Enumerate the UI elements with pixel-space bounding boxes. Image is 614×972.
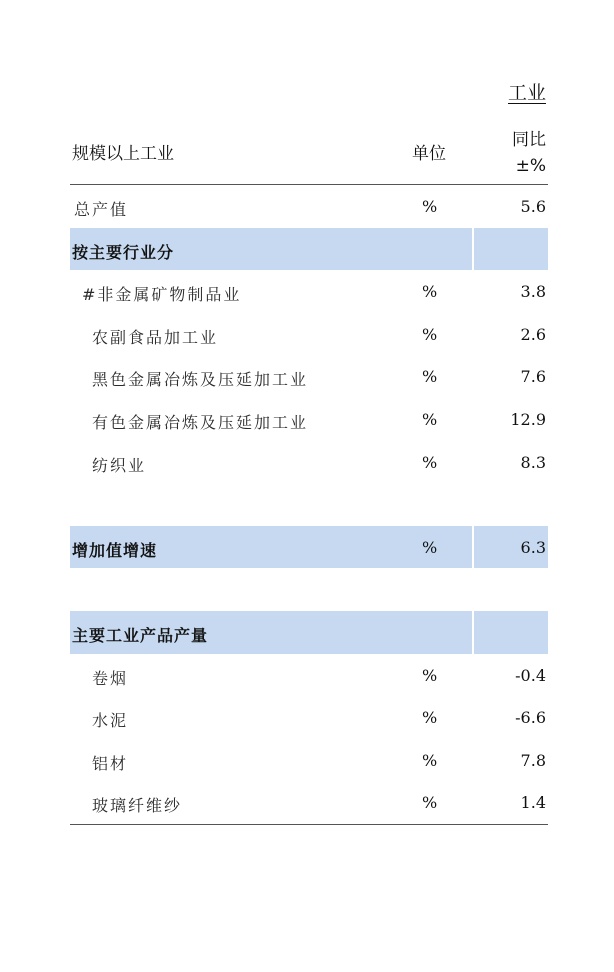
row-name: 纺织业 <box>92 455 147 475</box>
table-row <box>70 739 548 782</box>
row-name: 农副食品加工业 <box>92 327 219 347</box>
row-name: 玻璃纤维纱 <box>92 796 183 816</box>
row-unit: % <box>422 708 438 728</box>
row-unit: % <box>422 367 438 387</box>
section-row <box>70 526 548 569</box>
header-category: 规模以上工业 <box>72 144 174 164</box>
row-name: #非金属矿物制品业 <box>82 285 242 305</box>
row-name: 卷烟 <box>92 668 129 688</box>
table-row <box>70 654 548 697</box>
table-row <box>70 270 548 313</box>
row-name: 铝材 <box>92 753 129 773</box>
row-name: 有色金属冶炼及压延加工业 <box>92 412 309 432</box>
row-value: 8.3 <box>520 452 546 472</box>
row-unit: % <box>422 324 438 344</box>
section-row <box>70 228 548 271</box>
header-yoy-line1: 同比 <box>512 130 546 150</box>
row-value: 1.4 <box>520 793 546 813</box>
table-header <box>70 126 548 185</box>
section-name: 按主要行业分 <box>72 242 175 262</box>
row-name: 黑色金属冶炼及压延加工业 <box>92 370 309 390</box>
table-row <box>70 313 548 356</box>
section-name: 增加值增速 <box>72 540 158 560</box>
section-name: 主要工业产品产量 <box>72 625 209 645</box>
row-unit: % <box>422 750 438 770</box>
industry-table <box>70 126 548 825</box>
row-value: 12.9 <box>510 409 546 429</box>
page-title: 工业 <box>507 82 546 104</box>
row-unit: % <box>422 793 438 813</box>
row-unit: % <box>422 409 438 429</box>
table-row <box>70 398 548 441</box>
row-value: -6.6 <box>515 708 546 728</box>
table-row <box>70 781 548 824</box>
spacer <box>70 483 548 526</box>
row-value: 3.8 <box>520 282 546 302</box>
row-value: 2.6 <box>520 324 546 344</box>
table-row <box>70 355 548 398</box>
row-unit: % <box>422 452 438 472</box>
row-value: 7.8 <box>520 750 546 770</box>
row-unit: % <box>422 197 438 216</box>
header-yoy <box>512 127 546 179</box>
section-row <box>70 611 548 654</box>
table-row <box>70 696 548 739</box>
row-unit: % <box>422 282 438 302</box>
row-value: -0.4 <box>515 665 546 685</box>
header-unit: 单位 <box>412 144 446 164</box>
row-unit: % <box>422 665 438 685</box>
table-row <box>70 441 548 484</box>
row-unit: % <box>422 537 438 557</box>
table-row <box>70 185 548 228</box>
spacer <box>70 568 548 611</box>
bottom-rule <box>70 824 548 825</box>
row-name: 总产值 <box>74 200 129 219</box>
row-value: 5.6 <box>520 197 546 216</box>
row-name: 水泥 <box>92 711 129 731</box>
row-value: 6.3 <box>520 537 546 557</box>
row-value: 7.6 <box>520 367 546 387</box>
header-yoy-line2: ±% <box>515 156 546 176</box>
